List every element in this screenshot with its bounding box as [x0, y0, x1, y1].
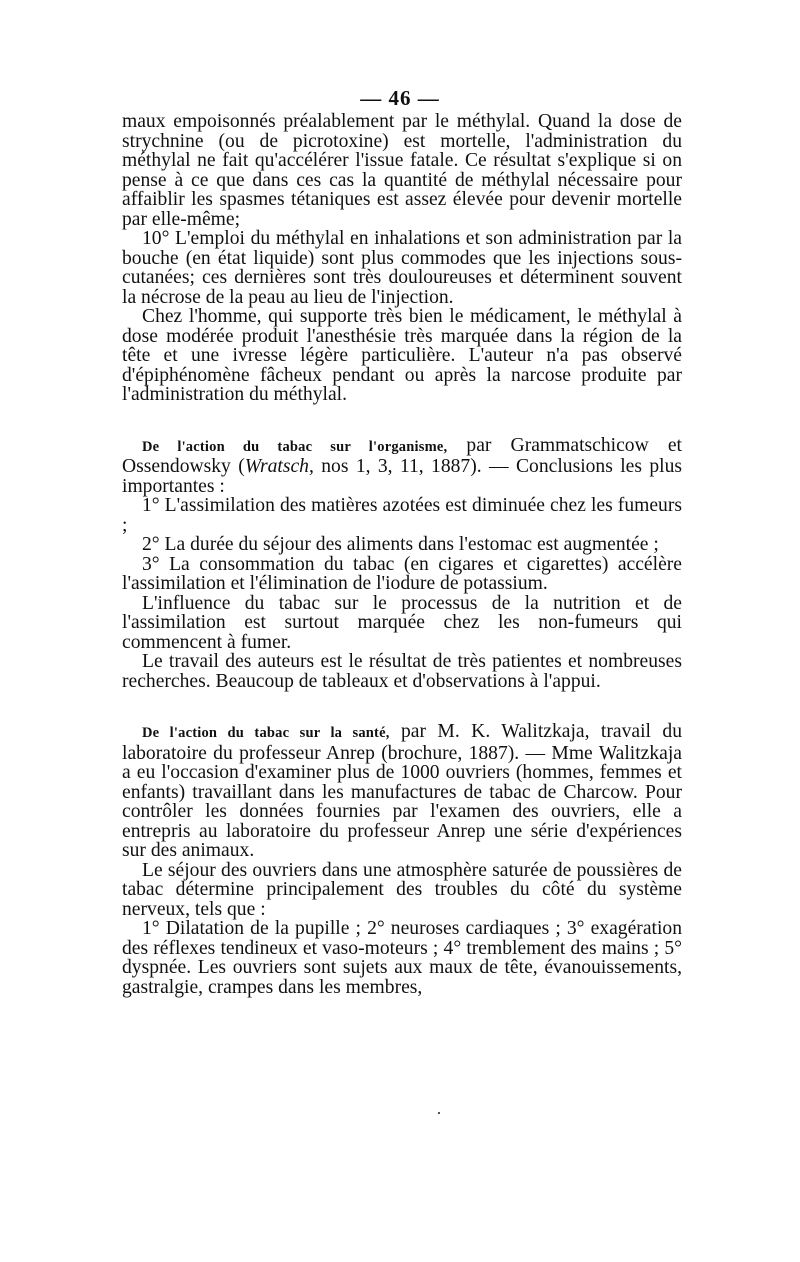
paragraph: 1° L'assimilation des matières azotées est diminuée chez les fumeurs ; [122, 495, 682, 536]
page-number: — 46 — [360, 86, 440, 110]
section-2-intro [122, 722, 682, 861]
paragraph: Le travail des auteurs est le résultat de très patientes et nombreuses recherches. Beaucoup de tableaux et d'observations à l'appui. [122, 651, 682, 692]
section-2-heading: De l'action du tabac sur la santé, [142, 725, 390, 741]
section-1-authors: par Grammatschicow et Ossendowsky ( [122, 434, 682, 477]
print-speck [438, 1112, 440, 1114]
section-2-intro-text: par M. K. Walitzkaja, travail du laboratoire du professeur Anrep (brochure, 1887). — Mme Walitzkaja a eu l'occasion d'examiner plus de 1000 ouvriers (hommes, femmes et enfants) travaillant dans les manufactures de tabac de Charcow. Pour contrôler les données fournies par l'examen des ouvriers, elle a entrepris au laboratoire du professeur Anrep une série d'expériences sur des animaux. [122, 721, 682, 861]
paragraph: Le séjour des ouvriers dans une atmosphère saturée de poussières de tabac détermine principalement des troubles du côté du système nerveux, tels que : [122, 859, 682, 920]
paragraph: maux empoisonnés préalablement par le méthylal. Quand la dose de strychnine (ou de picrotoxine) est mortelle, l'administration du méthylal ne fait qu'accélérer l'issue fatale. Ce résultat s'explique si on pense à ce que dans ces cas la quantité de méthylal nécessaire pour affaiblir les spasmes tétaniques est assez élevée pour devenir mortelle par elle-même; [122, 111, 682, 230]
section-1-intro-rest: nos 1, 3, 11, 1887). — Conclusions les plus importantes : [122, 456, 683, 497]
paragraph: Chez l'homme, qui supporte très bien le médicament, le méthylal à dose modérée produit l'anesthésie très marquée dans la région de la tête et une ivresse légère particulière. L'auteur n'a pas observé d'épiphénomène fâcheux pendant ou après la narcose produite par l'administration du méthylal. [122, 306, 682, 405]
paragraph: 3° La consommation du tabac (en cigares et cigarettes) accélère l'assimilation et l'élimination de l'iodure de potassium. [122, 553, 682, 594]
paragraph: 10° L'emploi du méthylal en inhalations et son administration par la bouche (en état liquide) sont plus commodes que les injections sous-cutanées; ces dernières sont très douloureuses et déterminent souvent la nécrose de la peau au lieu de l'injection. [122, 228, 682, 308]
section-1-heading: De l'action du tabac sur l'organisme, [142, 438, 448, 455]
paragraph: 2° La durée du séjour des aliments dans l'estomac est augmentée ; [142, 534, 659, 555]
section-1-intro [122, 436, 682, 497]
section-spacer [122, 691, 682, 722]
journal-title: Wratsch, [244, 456, 314, 477]
paragraph: 1° Dilatation de la pupille ; 2° neuroses cardiaques ; 3° exagération des réflexes tendineux et vaso-moteurs ; 4° tremblement des mains ; 5° dyspnée. Les ouvriers sont sujets aux maux de tête, évanouissements, gastralgie, crampes dans les membres, [122, 918, 682, 998]
section-spacer [122, 405, 682, 436]
body-text [122, 112, 682, 997]
paragraph: L'influence du tabac sur le processus de la nutrition et de l'assimilation est surtout marquée chez les non-fumeurs qui commencent à fumer. [122, 592, 682, 653]
